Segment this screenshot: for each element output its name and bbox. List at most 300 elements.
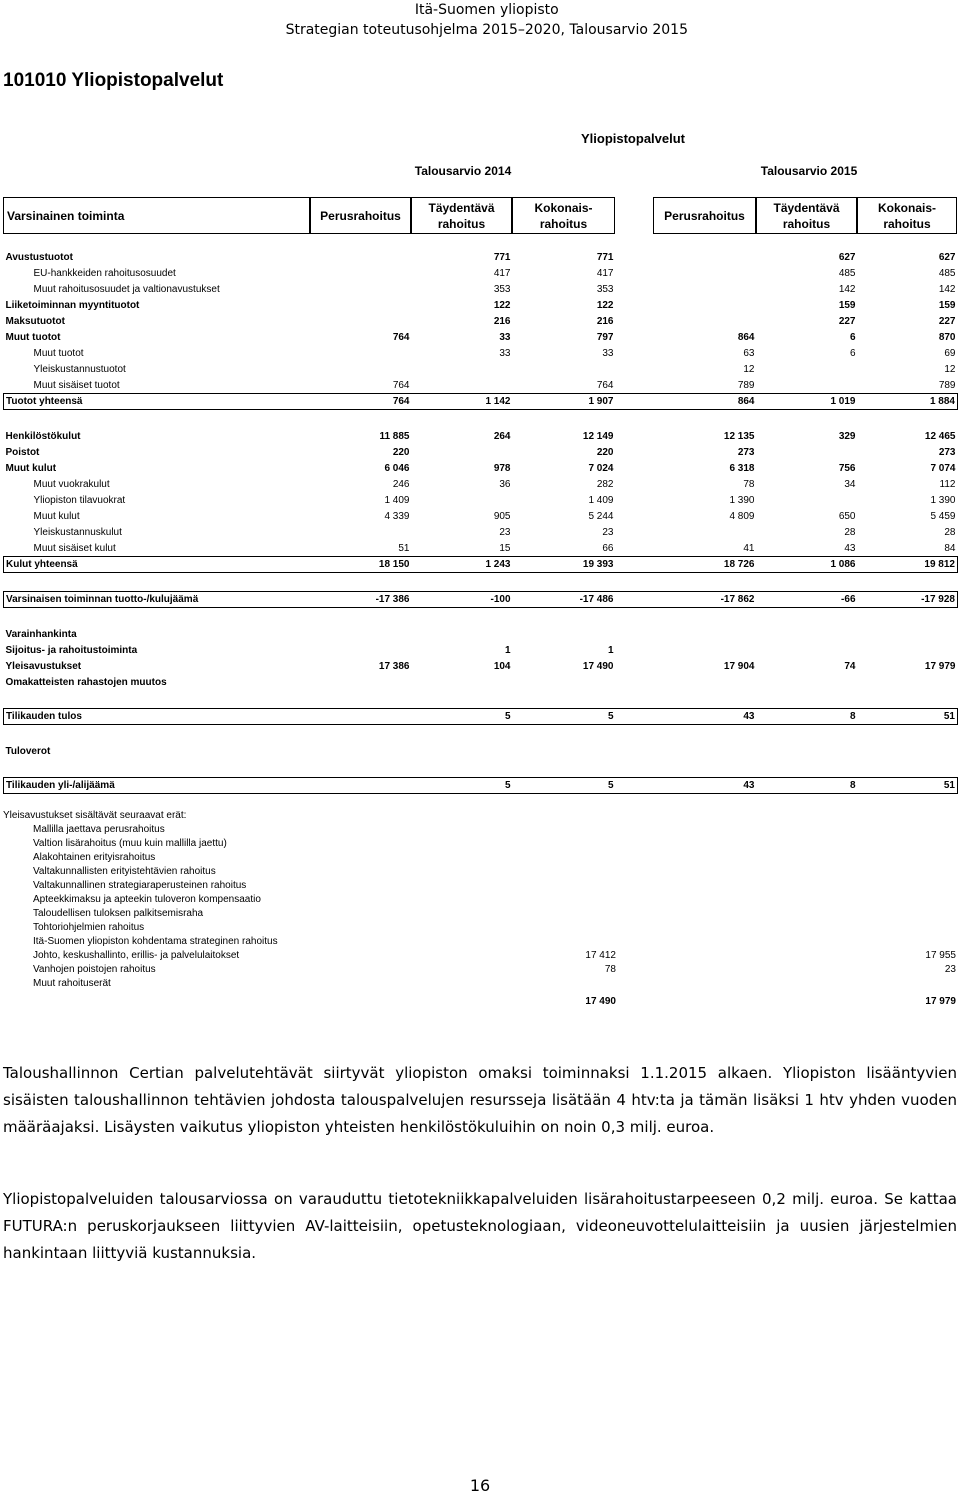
value-cell xyxy=(654,281,757,297)
spacer-row xyxy=(4,690,958,709)
value-cell xyxy=(513,674,616,690)
row-label: Yleiskustannuskulut xyxy=(33,526,122,538)
value-cell: 159 xyxy=(938,299,956,311)
value-cell: 33 xyxy=(499,331,511,343)
value-cell xyxy=(412,361,513,377)
value-cell xyxy=(412,743,513,759)
value-cell xyxy=(412,759,513,778)
value-cell: 1 019 xyxy=(757,394,858,410)
value-cell: 15 xyxy=(499,542,511,554)
row-label: Tilikauden yli-/alijäämä xyxy=(4,778,311,794)
row-label: Sijoitus- ja rahoitustoiminta xyxy=(5,644,138,656)
value-cell: 5 xyxy=(513,778,616,794)
column-gap xyxy=(616,642,654,658)
value-cell xyxy=(858,690,958,709)
value-cell: 78 xyxy=(743,478,755,490)
value-cell: 12 xyxy=(743,363,755,375)
value-cell: 104 xyxy=(493,660,511,672)
row-label: Muut sisäiset kulut xyxy=(33,542,116,554)
row-label: Yleisavustukset xyxy=(5,660,82,672)
column-gap xyxy=(616,759,654,778)
notes-item xyxy=(3,879,956,893)
year-2015-heading: Talousarvio 2015 xyxy=(760,164,858,178)
value-cell: -17 486 xyxy=(513,592,616,608)
notes-item-label: Vanhojen poistojen rahoitus xyxy=(33,964,156,975)
value-cell: 417 xyxy=(493,267,511,279)
column-gap xyxy=(616,444,654,460)
notes-item-label: Mallilla jaettava perusrahoitus xyxy=(33,824,165,835)
column-gap xyxy=(616,394,654,410)
notes-item-label: Tohtoriohjelmien rahoitus xyxy=(33,922,145,933)
value-cell: 51 xyxy=(858,778,958,794)
header-university: Itä-Suomen yliopisto xyxy=(414,2,559,18)
column-gap xyxy=(616,743,654,759)
value-cell xyxy=(757,573,858,592)
value-cell: 1 907 xyxy=(513,394,616,410)
table-row xyxy=(4,265,958,281)
notes-intro: Yleisavustukset sisältävät seuraavat erät: xyxy=(3,810,187,821)
value-cell: 12 465 xyxy=(924,430,956,442)
notes-item-label: Valtion lisärahoitus (muu kuin mallilla jaettu) xyxy=(33,838,227,849)
value-cell: 264 xyxy=(493,430,511,442)
value-cell xyxy=(858,725,958,744)
table-row xyxy=(4,361,958,377)
value-cell: 18 150 xyxy=(311,557,412,573)
total-row xyxy=(4,778,958,794)
value-cell: 33 xyxy=(499,347,511,359)
spacer-row xyxy=(4,608,958,627)
paragraph-it-services: Yliopistopalveluiden talousarviossa on varauduttu tietotekniikkapalveluiden lisärahoitustarpeeseen 0,2 milj. euroa. Se kattaa FUTURA:n peruskorjaukseen liittyvien AV-laitteisiin, opetusteknologiaan, videoneuvottelulaitteisiin ja uusien järjestelmien hankintaan liittyviä kustannuksia. xyxy=(3,1190,957,1262)
value-cell: 74 xyxy=(844,660,856,672)
header-section: Varsinainen toiminta xyxy=(3,197,310,234)
value-cell xyxy=(311,573,412,592)
value-cell: 227 xyxy=(838,315,856,327)
value-cell xyxy=(654,265,757,281)
value-cell xyxy=(311,297,412,313)
value-cell: 112 xyxy=(939,478,956,490)
row-label: Tuotot yhteensä xyxy=(4,394,311,410)
notes-item xyxy=(3,837,956,851)
table-row xyxy=(4,281,958,297)
value-cell: 84 xyxy=(944,542,956,554)
value-cell: 5 xyxy=(513,709,616,725)
value-cell xyxy=(858,674,958,690)
value-cell: 485 xyxy=(838,267,856,279)
value-cell: 627 xyxy=(838,251,856,263)
value-cell: 142 xyxy=(938,283,956,295)
row-label: Omakatteisten rahastojen muutos xyxy=(5,676,167,688)
column-gap xyxy=(616,658,654,674)
value-cell xyxy=(757,377,858,394)
notes-item xyxy=(3,935,956,949)
header-perus-2015: Perusrahoitus xyxy=(653,197,756,234)
value-cell: 6 046 xyxy=(384,462,410,474)
notes-item xyxy=(3,893,956,907)
row-label: Liiketoiminnan myyntituotot xyxy=(5,299,140,311)
value-cell: 216 xyxy=(493,315,511,327)
column-gap xyxy=(616,573,654,592)
column-gap xyxy=(616,674,654,690)
value-cell: 5 xyxy=(412,709,513,725)
value-cell: 19 812 xyxy=(858,557,958,573)
value-cell xyxy=(757,410,858,429)
value-cell: 17 490 xyxy=(582,660,614,672)
column-gap xyxy=(616,778,654,794)
value-cell: 12 xyxy=(944,363,956,375)
value-cell xyxy=(858,642,958,658)
table-row xyxy=(4,492,958,508)
value-cell: 23 xyxy=(499,526,511,538)
value-cell: 864 xyxy=(737,331,755,343)
total-row xyxy=(4,394,958,410)
value-cell: 122 xyxy=(493,299,511,311)
value-cell xyxy=(412,444,513,460)
value-cell: 34 xyxy=(844,478,856,490)
column-gap xyxy=(616,524,654,540)
value-cell xyxy=(311,410,412,429)
value-cell: 69 xyxy=(944,347,956,359)
notes-item xyxy=(3,921,956,935)
value-cell: 353 xyxy=(493,283,511,295)
value-cell: 122 xyxy=(596,299,614,311)
value-cell xyxy=(757,725,858,744)
table-row xyxy=(4,345,958,361)
value-cell: 1 409 xyxy=(588,494,614,506)
value-cell: 12 149 xyxy=(582,430,614,442)
value-cell xyxy=(513,361,616,377)
value-cell xyxy=(654,410,757,429)
value-cell: 43 xyxy=(654,709,757,725)
value-cell: 220 xyxy=(392,446,410,458)
value-cell xyxy=(311,345,412,361)
value-cell: 905 xyxy=(493,510,511,522)
page-number: 16 xyxy=(469,1476,491,1495)
value-cell: 417 xyxy=(596,267,614,279)
value-cell: 6 318 xyxy=(729,462,755,474)
table-row xyxy=(4,540,958,557)
row-label xyxy=(4,725,311,744)
value-cell xyxy=(311,313,412,329)
total-row xyxy=(4,709,958,725)
value-cell xyxy=(858,608,958,627)
notes-item-label: Alakohtainen erityisrahoitus xyxy=(33,852,156,863)
value-cell: 1 884 xyxy=(858,394,958,410)
column-gap xyxy=(616,508,654,524)
value-cell: 764 xyxy=(596,379,614,391)
value-cell: 36 xyxy=(499,478,511,490)
column-gap xyxy=(616,492,654,508)
row-label: Muut rahoitusosuudet ja valtionavustukset xyxy=(33,283,220,295)
spacer-row xyxy=(4,725,958,744)
column-gap xyxy=(616,377,654,394)
table-row xyxy=(4,313,958,329)
value-cell xyxy=(513,573,616,592)
value-cell xyxy=(858,573,958,592)
notes-total-2015: 17 979 xyxy=(925,996,956,1007)
value-cell: 33 xyxy=(602,347,614,359)
value-cell: 1 390 xyxy=(729,494,755,506)
notes-item-2014: 78 xyxy=(604,964,616,975)
notes-item xyxy=(3,963,956,977)
row-label xyxy=(4,608,311,627)
value-cell: 17 904 xyxy=(723,660,755,672)
notes-item-label: Apteekkimaksu ja apteekin tuloveron kompensaatio xyxy=(33,894,261,905)
value-cell: 216 xyxy=(596,315,614,327)
row-label: Muut tuotot xyxy=(5,331,61,343)
page-header xyxy=(286,0,688,40)
row-label: Kulut yhteensä xyxy=(4,557,311,573)
column-gap xyxy=(616,410,654,429)
value-cell: 246 xyxy=(392,478,410,490)
row-label xyxy=(4,759,311,778)
value-cell: 5 244 xyxy=(588,510,614,522)
value-cell: 4 339 xyxy=(384,510,410,522)
value-cell: 6 xyxy=(849,331,856,343)
column-gap xyxy=(616,592,654,608)
value-cell xyxy=(412,690,513,709)
value-cell: 5 459 xyxy=(930,510,956,522)
table-row xyxy=(4,476,958,492)
value-cell xyxy=(757,674,858,690)
value-cell xyxy=(412,608,513,627)
value-cell xyxy=(654,690,757,709)
notes-item-label: Valtakunnallinen strategiaraperusteinen rahoitus xyxy=(33,880,247,891)
value-cell: 220 xyxy=(596,446,614,458)
value-cell xyxy=(654,313,757,329)
column-gap xyxy=(616,690,654,709)
row-label: Yliopiston tilavuokrat xyxy=(33,494,126,506)
notes-total-row xyxy=(3,995,956,1009)
column-gap xyxy=(616,709,654,725)
table-row xyxy=(4,658,958,674)
value-cell: 764 xyxy=(311,394,412,410)
notes-item-label: Valtakunnallisten erityistehtävien rahoitus xyxy=(33,866,216,877)
value-cell: 28 xyxy=(844,526,856,538)
table-row xyxy=(4,428,958,444)
value-cell: 789 xyxy=(938,379,956,391)
table-row xyxy=(4,626,958,642)
row-label: Tilikauden tulos xyxy=(4,709,311,725)
column-gap xyxy=(616,476,654,492)
row-label: EU-hankkeiden rahoitusosuudet xyxy=(33,267,176,279)
notes-item-label: Itä-Suomen yliopiston kohdentama strateginen rahoitus xyxy=(33,936,278,947)
value-cell: 19 393 xyxy=(513,557,616,573)
value-cell xyxy=(654,743,757,759)
value-cell xyxy=(513,410,616,429)
value-cell xyxy=(412,377,513,394)
table-row xyxy=(4,743,958,759)
value-cell xyxy=(513,626,616,642)
value-cell: 159 xyxy=(838,299,856,311)
value-cell: 227 xyxy=(938,315,956,327)
notes-item xyxy=(3,851,956,865)
value-cell: 17 979 xyxy=(924,660,956,672)
value-cell xyxy=(311,759,412,778)
value-cell: 51 xyxy=(858,709,958,725)
value-cell: 627 xyxy=(938,251,956,263)
value-cell: 273 xyxy=(938,446,956,458)
row-label xyxy=(4,573,311,592)
column-gap xyxy=(616,540,654,557)
value-cell: 756 xyxy=(838,462,856,474)
column-gap xyxy=(616,313,654,329)
spacer-row xyxy=(4,573,958,592)
value-cell: 1 086 xyxy=(757,557,858,573)
value-cell xyxy=(757,690,858,709)
column-gap xyxy=(616,345,654,361)
row-label xyxy=(4,690,311,709)
table-row xyxy=(4,460,958,476)
value-cell xyxy=(858,759,958,778)
value-cell: 5 xyxy=(412,778,513,794)
column-gap xyxy=(616,265,654,281)
notes-item-label: Muut rahoituserät xyxy=(33,978,111,989)
value-cell: 8 xyxy=(757,778,858,794)
total-row xyxy=(4,557,958,573)
value-cell: -66 xyxy=(757,592,858,608)
column-gap xyxy=(616,329,654,345)
spacer-row xyxy=(4,410,958,429)
value-cell xyxy=(654,524,757,540)
value-cell xyxy=(858,410,958,429)
value-cell xyxy=(311,281,412,297)
value-cell: 1 390 xyxy=(930,494,956,506)
header-subtitle: Strategian toteutusohjelma 2015–2020, Talousarvio 2015 xyxy=(285,22,688,38)
value-cell xyxy=(858,626,958,642)
value-cell: 28 xyxy=(944,526,956,538)
notes-item xyxy=(3,823,956,837)
value-cell: 1 xyxy=(607,644,614,656)
notes-total-2014: 17 490 xyxy=(585,996,616,1007)
value-cell xyxy=(654,642,757,658)
value-cell xyxy=(654,249,757,265)
column-gap xyxy=(616,428,654,444)
value-cell: 353 xyxy=(596,283,614,295)
value-cell xyxy=(757,743,858,759)
value-cell xyxy=(513,608,616,627)
row-label: Maksutuotot xyxy=(5,315,65,327)
value-cell: 63 xyxy=(743,347,755,359)
notes-item-label: Taloudellisen tuloksen palkitsemisraha xyxy=(33,908,204,919)
value-cell xyxy=(412,410,513,429)
value-cell: 7 074 xyxy=(930,462,956,474)
value-cell: 1 xyxy=(504,644,511,656)
row-label: Muut tuotot xyxy=(33,347,84,359)
value-cell xyxy=(412,492,513,508)
value-cell: 43 xyxy=(844,542,856,554)
value-cell xyxy=(654,759,757,778)
value-cell: 17 386 xyxy=(378,660,410,672)
spacer-row xyxy=(4,759,958,778)
year-2014-heading: Talousarvio 2014 xyxy=(414,164,512,178)
value-cell xyxy=(311,743,412,759)
value-cell xyxy=(311,265,412,281)
table-row xyxy=(4,508,958,524)
value-cell xyxy=(412,573,513,592)
notes-item xyxy=(3,907,956,921)
row-label xyxy=(4,410,311,429)
value-cell xyxy=(654,608,757,627)
page-title: 101010 Yliopistopalvelut xyxy=(3,70,224,91)
value-cell xyxy=(311,608,412,627)
column-gap xyxy=(616,361,654,377)
column-gap xyxy=(616,281,654,297)
value-cell xyxy=(654,725,757,744)
header-kokonais-2014: Kokonais-rahoitus xyxy=(512,197,615,234)
row-label: Tuloverot xyxy=(5,745,51,757)
row-label: Muut vuokrakulut xyxy=(33,478,110,490)
value-cell xyxy=(311,524,412,540)
value-cell xyxy=(757,642,858,658)
column-gap xyxy=(616,608,654,627)
value-cell: 1 142 xyxy=(412,394,513,410)
value-cell: 864 xyxy=(654,394,757,410)
value-cell: 18 726 xyxy=(654,557,757,573)
column-gap xyxy=(616,460,654,476)
value-cell xyxy=(311,709,412,725)
value-cell xyxy=(311,642,412,658)
value-cell xyxy=(513,743,616,759)
value-cell: -17 386 xyxy=(311,592,412,608)
value-cell: 11 885 xyxy=(379,430,410,442)
column-gap xyxy=(616,297,654,313)
value-cell xyxy=(757,759,858,778)
value-cell: 797 xyxy=(596,331,614,343)
column-gap xyxy=(616,557,654,573)
table-row xyxy=(4,297,958,313)
value-cell: 650 xyxy=(838,510,856,522)
value-cell: 870 xyxy=(938,331,956,343)
value-cell: 771 xyxy=(493,251,511,263)
value-cell: 66 xyxy=(602,542,614,554)
value-cell: 771 xyxy=(596,251,614,263)
value-cell: 4 809 xyxy=(729,510,755,522)
notes-item-2015: 17 955 xyxy=(925,950,956,961)
notes-item-2014: 17 412 xyxy=(585,950,616,961)
table-row xyxy=(4,249,958,265)
value-cell: 51 xyxy=(398,542,410,554)
value-cell: 12 135 xyxy=(723,430,755,442)
value-cell xyxy=(757,361,858,377)
column-gap xyxy=(616,725,654,744)
column-gap xyxy=(616,249,654,265)
row-label: Muut kulut xyxy=(5,462,57,474)
row-label: Poistot xyxy=(5,446,40,458)
table-row xyxy=(4,674,958,690)
value-cell xyxy=(311,249,412,265)
row-label: Avustustuotot xyxy=(5,251,73,263)
header-taydentava-2015: Täydentävä rahoitus xyxy=(756,197,857,234)
table-row xyxy=(4,329,958,345)
value-cell: 142 xyxy=(838,283,856,295)
value-cell: 7 024 xyxy=(588,462,614,474)
value-cell xyxy=(412,626,513,642)
value-cell: 978 xyxy=(493,462,511,474)
value-cell xyxy=(311,725,412,744)
row-label: Henkilöstökulut xyxy=(5,430,81,442)
value-cell xyxy=(757,626,858,642)
column-gap xyxy=(616,626,654,642)
notes-item-label: Johto, keskushallinto, erillis- ja palvelulaitokset xyxy=(33,950,240,961)
unit-heading: Yliopistopalvelut xyxy=(580,131,685,146)
value-cell xyxy=(858,743,958,759)
table-row xyxy=(4,524,958,540)
value-cell xyxy=(311,674,412,690)
value-cell: 329 xyxy=(838,430,856,442)
value-cell xyxy=(757,444,858,460)
table-row xyxy=(4,444,958,460)
value-cell xyxy=(757,608,858,627)
